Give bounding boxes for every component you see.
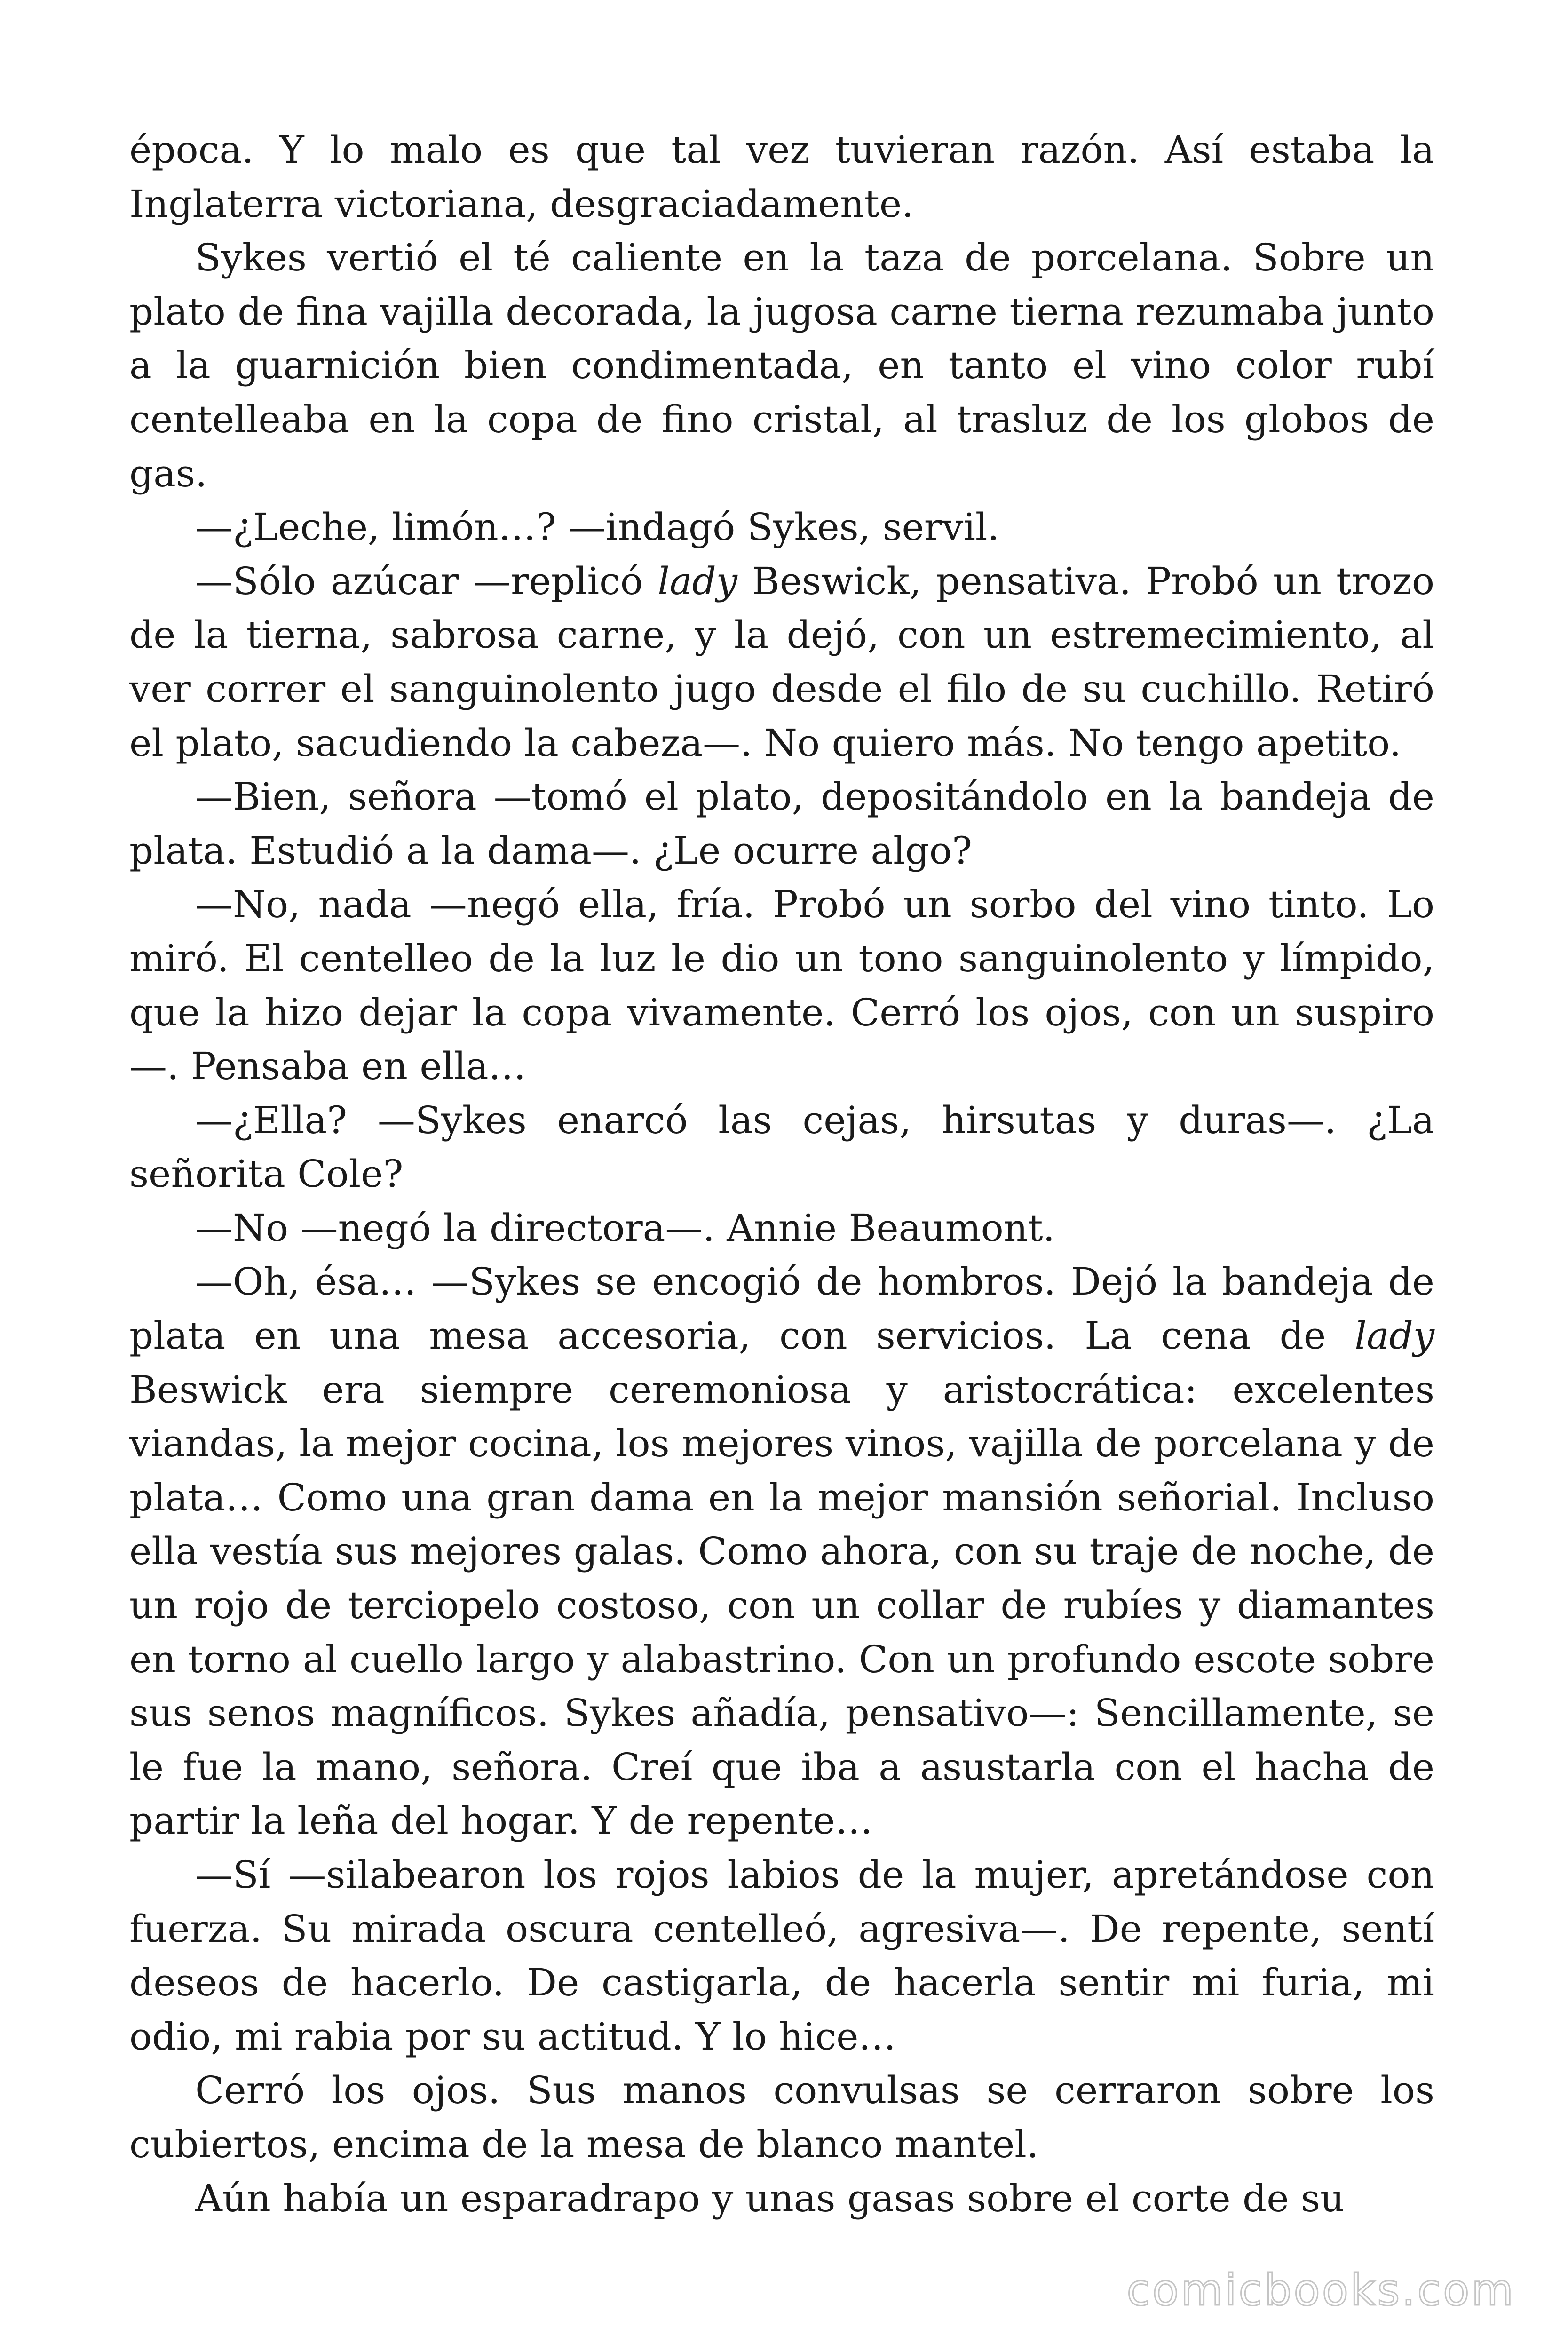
body-text (129, 123, 1434, 2225)
text-span: Beswick era siempre ceremoniosa y aristocrática: excelentes viandas, la mejor cocina, los mejores vinos, vajilla de porcelana y de plata… Como una gran dama en la mejor mansión señorial. Incluso ella vestía sus mejores galas. Como ahora, con su traje de noche, de un rojo de terciopelo costoso, con un collar de rubíes y diamantes en torno al cuello largo y alabastrino. Con un profundo escote sobre sus senos magníficos. Sykes añadía, pensativo—: Sencillamente, se le fue la mano, señora. Creí que iba a asustarla con el hacha de partir la leña del hogar. Y de repente… (129, 1367, 1434, 1843)
text-span: —¿Ella? —Sykes enarcó las cejas, hirsutas y duras—. ¿La señorita Cole? (129, 1098, 1434, 1196)
italic-lady: lady (1354, 1314, 1434, 1358)
text-span: —No —negó la directora—. Annie Beaumont. (195, 1206, 1055, 1250)
watermark: comicbooks.com (1126, 2265, 1515, 2315)
paragraph-1 (129, 123, 1434, 231)
paragraph-9 (129, 1255, 1434, 1848)
text-span: —Sólo azúcar —replicó (195, 559, 658, 603)
paragraph-4 (129, 555, 1434, 770)
text-span: —Sí —silabearon los rojos labios de la mujer, apretándose con fuerza. Su mirada oscura centelleó, agresiva—. De repente, sentí deseos de hacerlo. De castigarla, de hacerla sentir mi furia, mi odio, mi rabia por su actitud. Y lo hice… (129, 1853, 1434, 2058)
text-span: —No, nada —negó ella, fría. Probó un sorbo del vino tinto. Lo miró. El centelleo de la luz le dio un tono sanguinolento y límpido, que la hizo dejar la copa vivamente. Cerró los ojos, con un suspiro —. Pensaba en ella… (129, 882, 1434, 1089)
text-span: Cerró los ojos. Sus manos convulsas se cerraron sobre los cubiertos, encima de la mesa de blanco mantel. (129, 2068, 1434, 2166)
paragraph-3 (129, 501, 1434, 555)
paragraph-6 (129, 878, 1434, 1093)
text-span: —Bien, señora —tomó el plato, depositándolo en la bandeja de plata. Estudió a la dama—. ¿Le ocurre algo? (129, 775, 1434, 873)
paragraph-10 (129, 1848, 1434, 2064)
paragraph-7 (129, 1094, 1434, 1201)
text-span: Aún había un esparadrapo y unas gasas sobre el corte de su (195, 2176, 1345, 2220)
paragraph-5 (129, 770, 1434, 878)
text-span: Beswick, pensativa. Probó un trozo de la tierna, sabrosa carne, y la dejó, con un estremecimiento, al ver correr el sanguinolento jugo desde el filo de su cuchillo. Retiró el plato, sacudiendo la cabeza—. No quiero más. No tengo apetito. (129, 559, 1435, 765)
paragraph-8 (129, 1201, 1434, 1255)
paragraph-12 (129, 2172, 1434, 2226)
italic-lady: lady (657, 559, 737, 603)
text-span: Sykes vertió el té caliente en la taza de porcelana. Sobre un plato de fina vajilla decorada, la jugosa carne tierna rezumaba junto a la guarnición bien condimentada, en tanto el vino color rubí centelleaba en la copa de fino cristal, al trasluz de los globos de gas. (129, 236, 1434, 495)
paragraph-2 (129, 231, 1434, 501)
text-span: —¿Leche, limón…? —indagó Sykes, servil. (195, 505, 999, 549)
text-span: época. Y lo malo es que tal vez tuvieran razón. Así estaba la Inglaterra victoriana, desgraciadamente. (129, 128, 1434, 226)
paragraph-11 (129, 2064, 1434, 2171)
text-span: —Oh, ésa… —Sykes se encogió de hombros. Dejó la bandeja de plata en una mesa accesoria, con servicios. La cena de (129, 1260, 1434, 1358)
